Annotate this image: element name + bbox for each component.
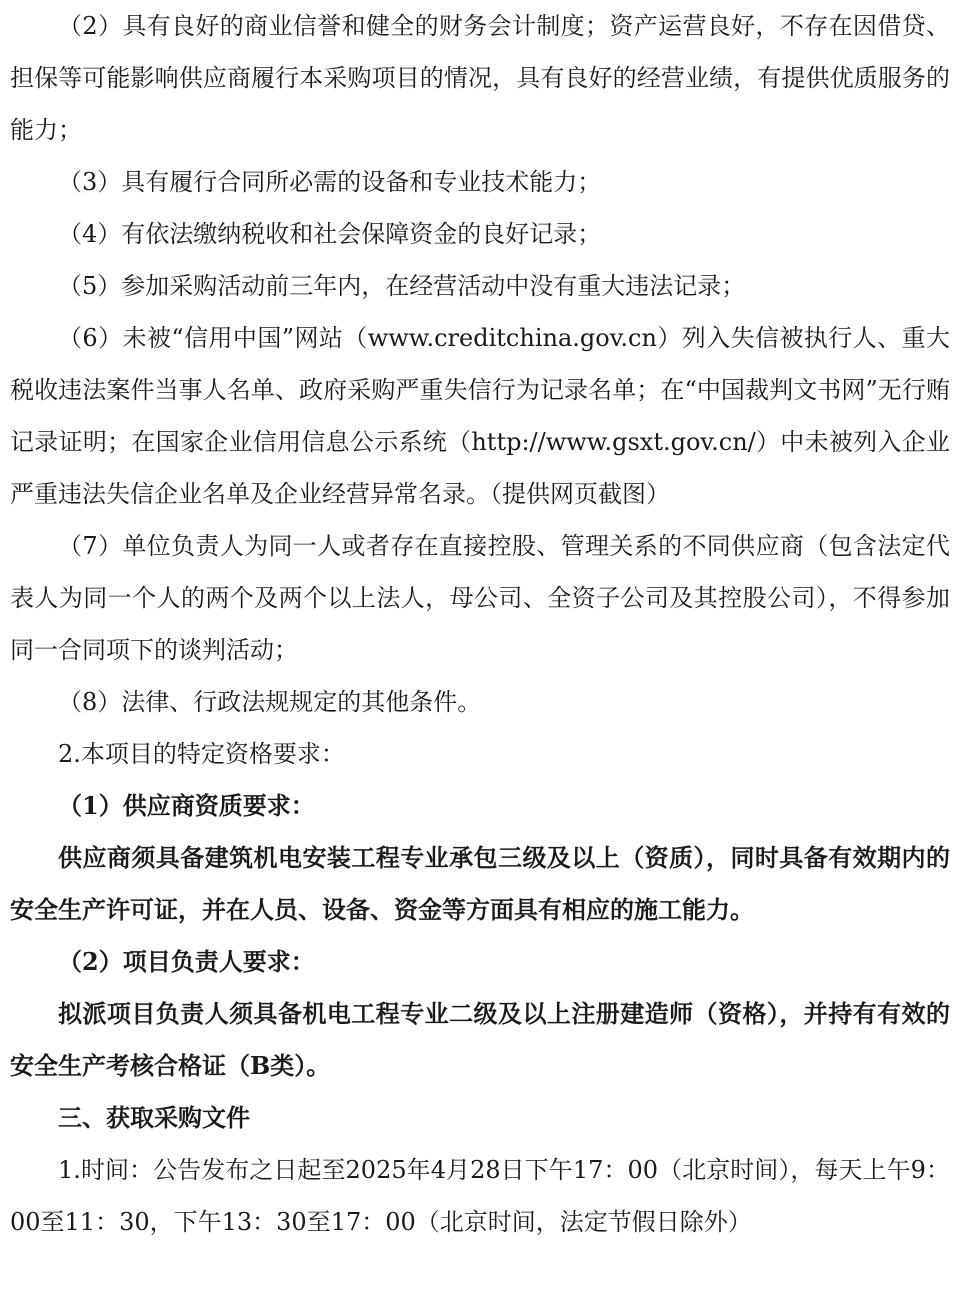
section-heading-obtain-documents: 三、获取采购文件: [58, 1103, 250, 1132]
requirement-1-title: （1）供应商资质要求：: [58, 791, 315, 820]
paragraph-time: 1.时间：公告发布之日起至2025年4月28日下午17：00（北京时间），每天上午9：00至11：30，下午13：30至17：00（北京时间，法定节假日除外）: [10, 1156, 950, 1236]
paragraph-item-5: （5）参加采购活动前三年内，在经营活动中没有重大违法记录；: [58, 272, 746, 300]
paragraph-item-4: （4）有依法缴纳税收和社会保障资金的良好记录；: [58, 220, 602, 248]
section-heading-specific-requirements: 2.本项目的特定资格要求：: [58, 740, 345, 768]
requirement-2-body: 拟派项目负责人须具备机电工程专业二级及以上注册建造师（资格），并持有有效的安全生产考核合格证（B类）。: [10, 999, 950, 1080]
paragraph-item-2: （2）具有良好的商业信誉和健全的财务会计制度；资产运营良好，不存在因借贷、担保等可能影响供应商履行本采购项目的情况，具有良好的经营业绩，有提供优质服务的能力；: [10, 12, 950, 144]
paragraph-item-7: （7）单位负责人为同一人或者存在直接控股、管理关系的不同供应商（包含法定代表人为同一个人的两个及两个以上法人，母公司、全资子公司及其控股公司），不得参加同一合同项下的谈判活动；: [10, 532, 950, 664]
paragraph-item-6: （6）未被“信用中国”网站（www.creditchina.gov.cn）列入失信被执行人、重大税收违法案件当事人名单、政府采购严重失信行为记录名单；在“中国裁判文书网”无行贿记录证明；在国家企业信用信息公示系统（http://www.gsxt.gov.cn/）中未被列入企业严重违法失信企业名单及企业经营异常名录。（提供网页截图）: [10, 324, 950, 508]
document-page: [10, 0, 950, 1248]
paragraph-item-8: （8）法律、行政法规规定的其他条件。: [58, 688, 482, 716]
requirement-1-body: 供应商须具备建筑机电安装工程专业承包三级及以上（资质），同时具备有效期内的安全生产许可证，并在人员、设备、资金等方面具有相应的施工能力。: [10, 843, 950, 924]
requirement-2-title: （2）项目负责人要求：: [58, 947, 315, 976]
paragraph-item-3: （3）具有履行合同所必需的设备和专业技术能力；: [58, 168, 602, 196]
